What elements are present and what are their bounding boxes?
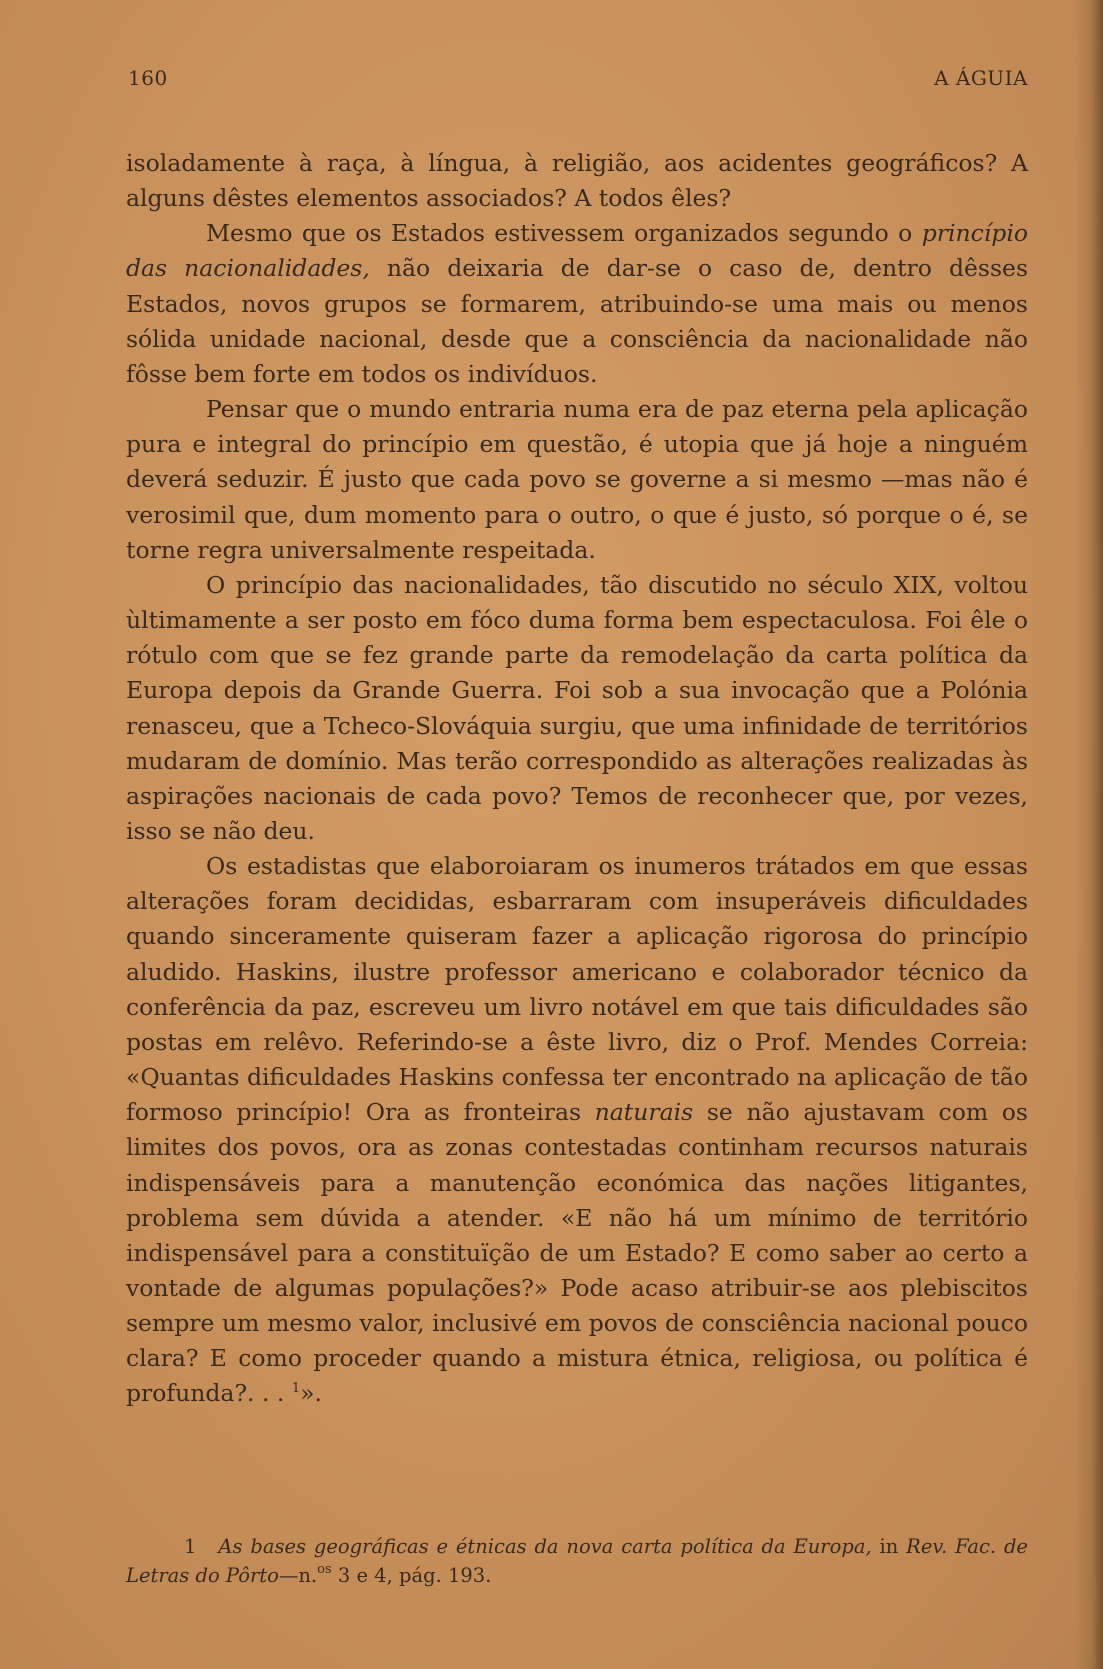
- running-title: A ÁGUIA: [934, 66, 1028, 90]
- footnote-sup: os: [317, 1562, 332, 1577]
- paragraph-4-text: O princípio das nacionalidades, tão discutido no século XIX, voltou ùltimamente a ser posto em fóco duma forma bem espectaculosa. Foi êle o rótulo com que se fez grande parte da remodelação da carta política da Europa depois da Grande Guerra. Foi sob a sua invocação que a Polónia renasceu, que a Tcheco-Slováquia surgiu, que uma infinidade de territórios mudaram de domínio. Mas terão correspondido as alterações realizadas às aspirações nacionais de cada povo? Temos de reconhecer que, por vezes, isso se não deu.: [126, 570, 1028, 845]
- running-header: [128, 66, 1028, 96]
- paragraph-4: [126, 568, 1028, 849]
- paragraph-1: [126, 146, 1028, 216]
- paragraph-5-italic: naturais: [594, 1098, 694, 1127]
- footnote-text-b: —n.: [278, 1564, 318, 1587]
- paragraph-3-text: Pensar que o mundo entraria numa era de paz eterna pela aplicação pura e integral do princípio em questão, é utopia que já hoje a ninguém deverá seduzir. É justo que cada povo se governe a si mesmo —mas não é verosimil que, dum momento para o outro, o que é justo, só porque o é, se torne regra universalmente respeitada.: [126, 395, 1028, 564]
- paragraph-5-end: ».: [300, 1379, 323, 1408]
- paragraph-5-text-b: se não ajustavam com os limites dos povos, ora as zonas contestadas continham recursos naturais indispensáveis para a manutenção económica das nações litigantes, problema sem dúvida a atender. «E não há um mínimo de território indispensável para a constituïção de um Estado? E como saber ao certo a vontade de algumas populações?» Pode acaso atribuir-se aos plebiscitos sempre um mesmo valor, inclusivé em povos de consciência nacional pouco clara? E como proceder quando a mistura étnica, religiosa, ou política é profunda?. . .: [126, 1098, 1028, 1408]
- footnote-1: [126, 1532, 1028, 1590]
- footnote-title: As bases geográficas e étnicas da nova carta política da Europa,: [218, 1535, 872, 1558]
- paragraph-2: [126, 216, 1028, 392]
- paragraph-5-text-a: Os estadistas que elaboroiaram os inumeros trátados em que essas alterações foram decididas, esbarraram com insuperáveis dificuldades quando sinceramente quiseram fazer a aplicação rigorosa do princípio aludido. Haskins, ilustre professor americano e colaborador técnico da conferência da paz, escreveu um livro notável em que tais dificuldades são postas em relêvo. Referindo-se a êste livro, diz o Prof. Mendes Correia: «Quantas dificuldades Haskins confessa ter encontrado na aplicação de tão formoso princípio! Ora as fronteiras: [126, 852, 1028, 1127]
- paragraph-5: [126, 849, 1028, 1412]
- footnote-reference: 1: [291, 1381, 301, 1397]
- footnote-journal: Rev. Fac. de Letras do Pôrto: [126, 1535, 1028, 1587]
- footnote-text-a: in: [871, 1535, 907, 1558]
- footnote-text-c: 3 e 4, pág. 193.: [331, 1564, 492, 1587]
- paragraph-2-italic: princípio das nacionalidades,: [126, 219, 1028, 283]
- page-number: 160: [128, 66, 168, 90]
- footnote-number: 1: [184, 1535, 197, 1558]
- footnotes: [126, 1532, 1028, 1590]
- paragraph-2-text-a: Mesmo que os Estados estivessem organizados segundo o: [206, 219, 922, 248]
- body-text: [126, 146, 1028, 1412]
- paragraph-1-text: isoladamente à raça, à língua, à religião, aos acidentes geográficos? A alguns dêstes elementos associados? A todos êles?: [126, 149, 1028, 213]
- paragraph-3: [126, 392, 1028, 568]
- paragraph-2-text-b: não deixaria de dar-se o caso de, dentro dêsses Estados, novos grupos se formarem, atribuindo-se uma mais ou menos sólida unidade nacional, desde que a consciência da nacionalidade não fôsse bem forte em todos os indivíduos.: [126, 254, 1029, 388]
